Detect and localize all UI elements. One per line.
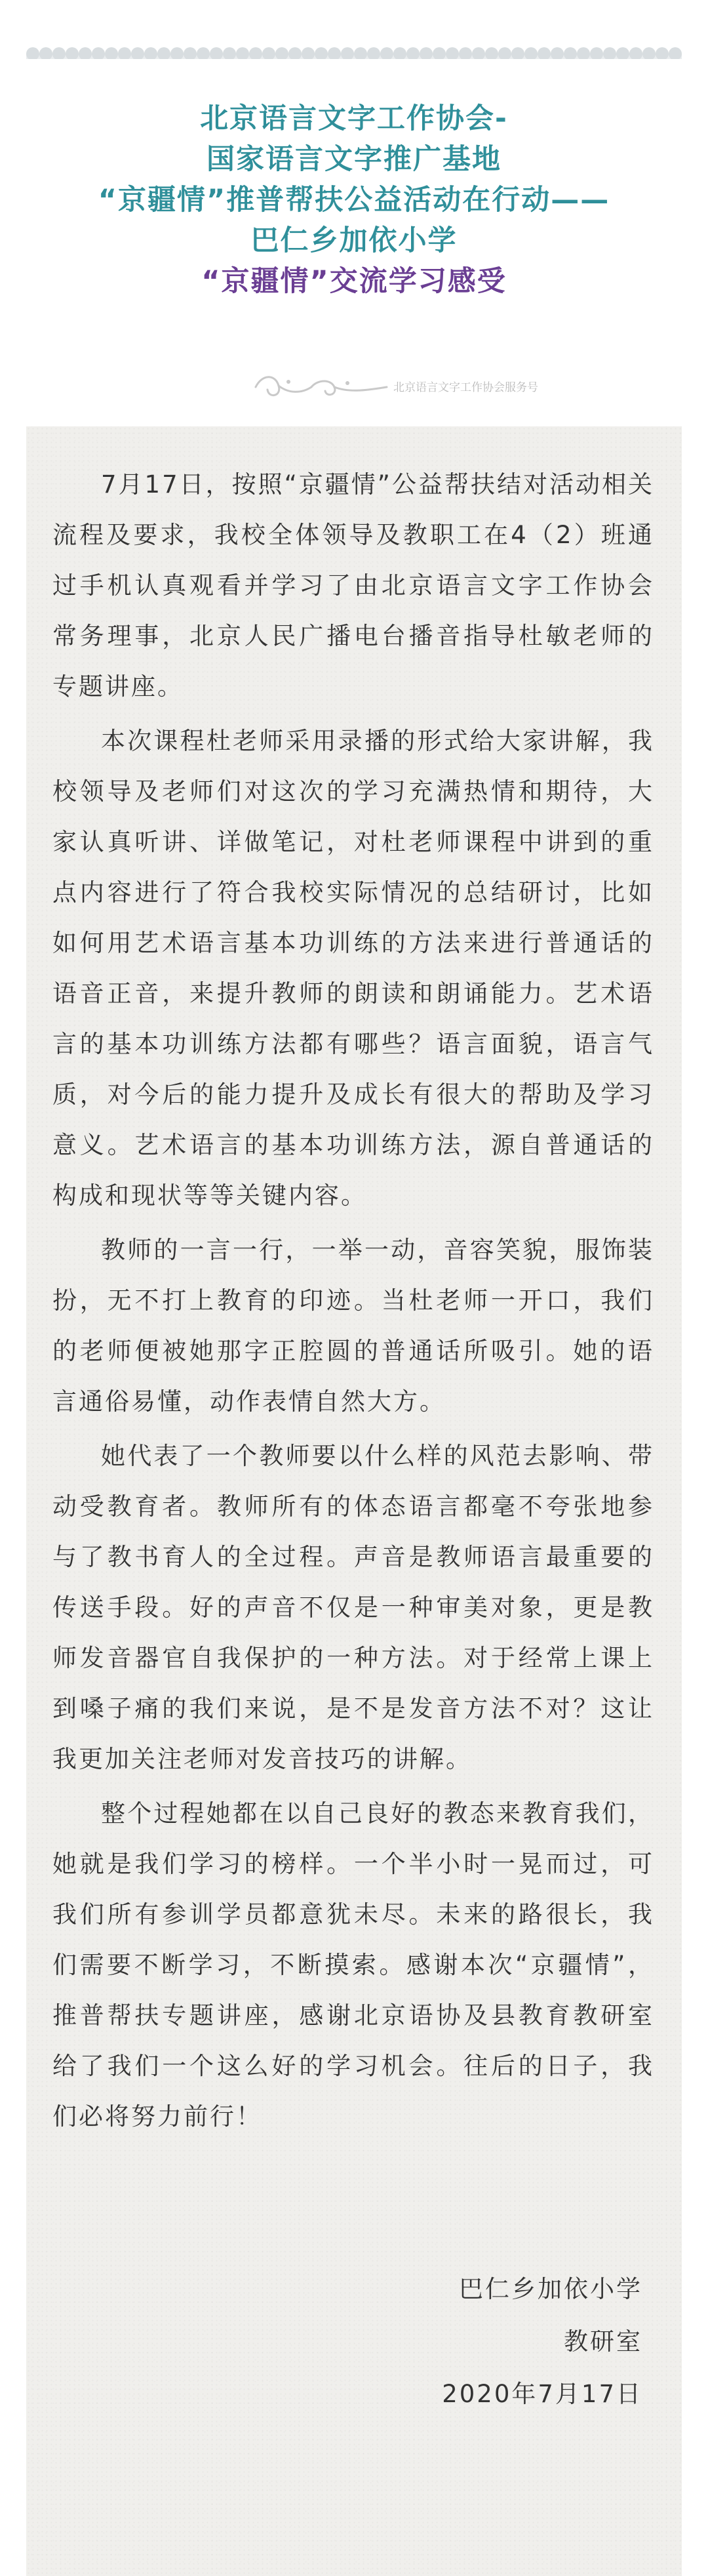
swirl-ornament-icon (249, 367, 393, 407)
source-row (249, 367, 616, 407)
subtitle: “京疆情”交流学习感受 (201, 265, 507, 298)
signature-block (442, 2263, 642, 2421)
article-body (52, 459, 654, 2142)
signature-school: 巴仁乡加依小学 (459, 2275, 642, 2303)
paragraph-5: 整个过程她都在以自己良好的教态来教育我们，她就是我们学习的榜样。一个半小时一晃而过，可我们所有参训学员都意犹未尽。未来的路很长，我们需要不断学习，不断摸索。感谢本次“京疆情”，推普帮扶专题讲座，感谢北京语协及县教育教研室给了我们一个这么好的学习机会。往后的日子，我们必将努力前行！ (52, 1799, 654, 2131)
title-block (26, 98, 682, 302)
title-line-3: “京疆情”推普帮扶公益活动在行动—— (98, 184, 610, 216)
article-paper (26, 426, 682, 2576)
paragraph-3: 教师的一言一行，一举一动，音容笑貌，服饰装扮，无不打上教育的印迹。当杜老师一开口，我们的老师便被她那字正腔圆的普通话所吸引。她的语言通俗易懂，动作表情自然大方。 (52, 1236, 654, 1416)
title-line-4: 巴仁乡加依小学 (250, 224, 458, 257)
title-line-2: 国家语言文字推广基地 (206, 143, 502, 176)
paragraph-4: 她代表了一个教师要以什么样的风范去影响、带动受教育者。教师所有的体态语言都毫不夸张地参与了教书育人的全过程。声音是教师语言最重要的传送手段。好的声音不仅是一种审美对象，更是教师发音器官自我保护的一种方法。对于经常上课上到嗓子痛的我们来说，是不是发音方法不对？这让我更加关注老师对发音技巧的讲解。 (52, 1442, 654, 1773)
signature-office: 教研室 (564, 2327, 642, 2356)
paragraph-2: 本次课程杜老师采用录播的形式给大家讲解，我校领导及老师们对这次的学习充满热情和期待，大家认真听讲、详做笔记，对杜老师课程中讲到的重点内容进行了符合我校实际情况的总结研讨，比如如何用艺术语言基本功训练的方法来进行普通话的语音正音，来提升教师的朗读和朗诵能力。艺术语言的基本功训练方法都有哪些？语言面貌，语言气质，对今后的能力提升及成长有很大的帮助及学习意义。艺术语言的基本功训练方法，源自普通话的构成和现状等等关键内容。 (52, 727, 654, 1210)
signature-date: 2020年7月17日 (442, 2380, 642, 2408)
title-line-1: 北京语言文字工作协会- (200, 102, 508, 135)
source-label: 北京语言文字工作协会服务号 (393, 381, 538, 394)
scalloped-border (26, 39, 682, 66)
paragraph-1: 7月17日，按照“京疆情”公益帮扶结对活动相关流程及要求，我校全体领导及教职工在4（2）班通过手机认真观看并学习了由北京语言文字工作协会常务理事，北京人民广播电台播音指导杜敏老师的专题讲座。 (52, 470, 654, 701)
